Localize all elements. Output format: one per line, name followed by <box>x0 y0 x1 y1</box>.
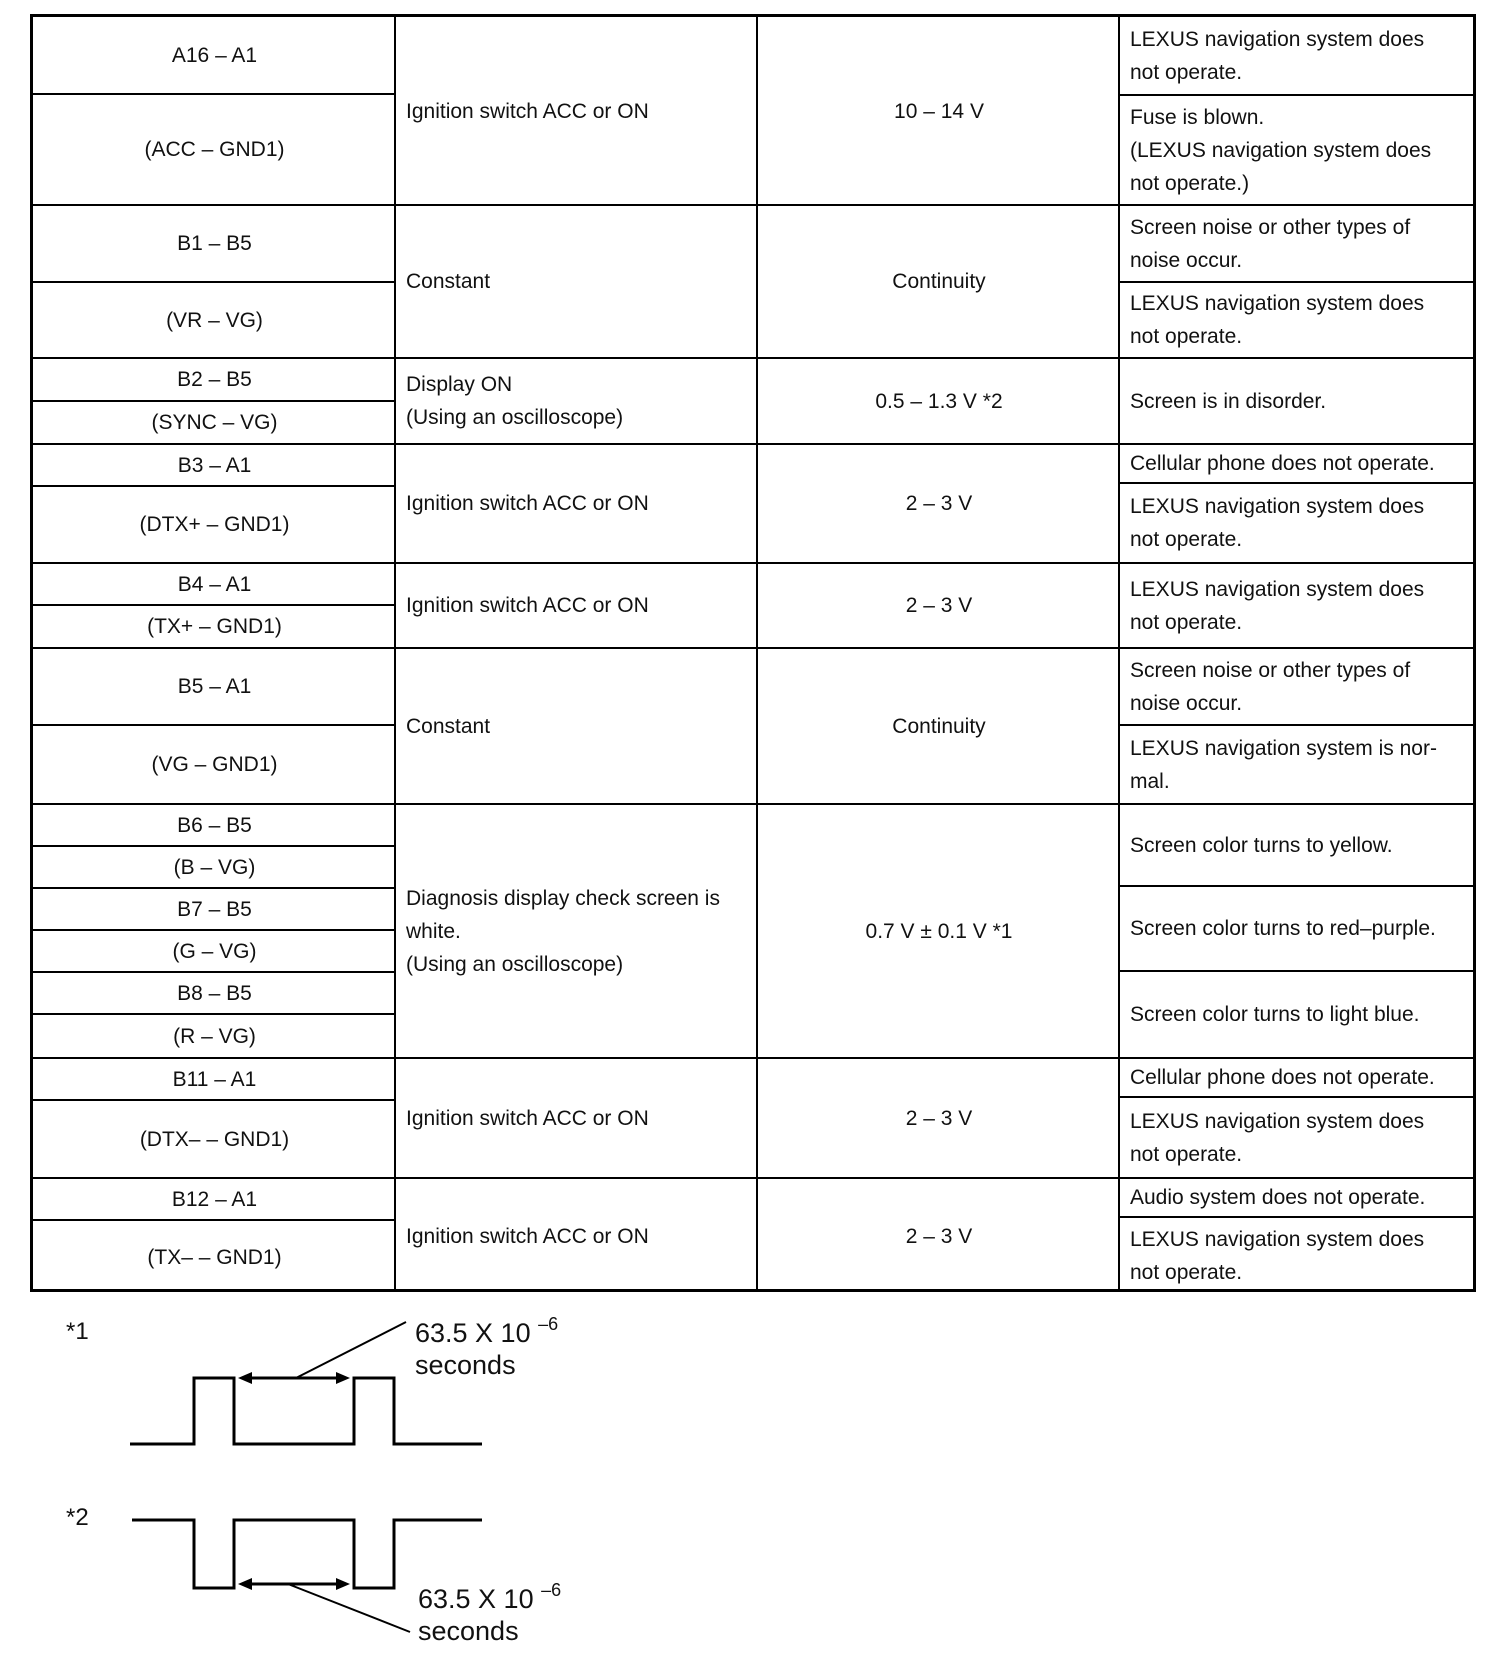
terminal-cell-text: B6 – B5 <box>177 813 252 837</box>
spec-cell-text: 0.7 V ± 0.1 V *1 <box>865 919 1013 943</box>
terminal-cell-text: (VR – VG) <box>166 308 263 332</box>
symptom-cell-text: Fuse is blown. (LEXUS navigation system does not operate.) <box>1130 105 1432 195</box>
spec-cell-text: 2 – 3 V <box>905 492 973 515</box>
footnote-1-value: 63.5 X 10 <box>415 1318 531 1348</box>
condition-cell-text: Diagnosis display check screen is white. (Using an oscilloscope) <box>406 886 720 976</box>
footnote-2-value: 63.5 X 10 <box>418 1584 534 1614</box>
terminal-cell-text: B12 – A1 <box>171 1187 258 1211</box>
symptom-cell-text: Screen color turns to light blue. <box>1130 1003 1420 1026</box>
spec-cell-text: 2 – 3 V <box>905 1225 973 1248</box>
symptom-cell-text: Screen is in disorder. <box>1130 389 1327 413</box>
condition-cell-text: Ignition switch ACC or ON <box>406 99 649 123</box>
waveform-1-signal <box>130 1378 482 1444</box>
terminal-cell-text: B7 – B5 <box>177 897 252 921</box>
terminal-cell-text: (TX+ – GND1) <box>147 615 282 638</box>
condition-cell-text: Constant <box>406 270 491 293</box>
spec-cell-text: 10 – 14 V <box>894 99 984 123</box>
waveform-2-leader-line <box>288 1584 410 1632</box>
condition-cell-text: Ignition switch ACC or ON <box>406 492 649 515</box>
terminal-cell-text: B11 – A1 <box>172 1067 257 1091</box>
footnote-1-unit: seconds <box>415 1350 516 1380</box>
symptom-cell-text: Screen noise or other types of noise occur. <box>1130 215 1411 272</box>
symptom-cell-text: LEXUS navigation system does not operate. <box>1130 1228 1425 1284</box>
symptom-cell-text: Cellular phone does not operate. <box>1130 1066 1435 1089</box>
symptom-cell-text: LEXUS navigation system does not operate. <box>1130 577 1425 634</box>
waveform-2-arrowhead-left <box>238 1578 252 1590</box>
footnote-1-label: *1 <box>66 1318 89 1345</box>
terminal-cell-text: (ACC – GND1) <box>144 138 285 161</box>
footnote-2-period <box>418 1574 561 1647</box>
spec-cell-text: 2 – 3 V <box>905 594 973 617</box>
terminal-cell-text: B8 – B5 <box>177 981 252 1005</box>
spec-cell-text: Continuity <box>892 714 986 738</box>
condition-cell-text: Ignition switch ACC or ON <box>406 1225 649 1248</box>
symptom-cell-text: Screen color turns to yellow. <box>1130 833 1393 857</box>
symptom-cell-text: Screen color turns to red–purple. <box>1130 917 1436 940</box>
symptom-cell-text: LEXUS navigation system is nor- mal. <box>1130 736 1437 793</box>
footnote-1-exponent: –6 <box>538 1314 559 1334</box>
waveform-1-arrowhead-left <box>238 1372 252 1384</box>
terminal-cell-text: A16 – A1 <box>171 44 258 67</box>
condition-cell-text: Ignition switch ACC or ON <box>406 1106 649 1130</box>
symptom-cell-text: LEXUS navigation system does not operate. <box>1130 495 1425 551</box>
footnote-2-label: *2 <box>66 1504 89 1531</box>
spec-cell-text: 2 – 3 V <box>905 1106 973 1130</box>
symptom-cell-text: Cellular phone does not operate. <box>1130 452 1435 475</box>
terminal-cell-text: (SYNC – VG) <box>151 411 278 434</box>
terminal-cell-text: (B – VG) <box>173 855 256 879</box>
terminal-cell-text: (VG – GND1) <box>151 753 278 776</box>
terminal-cell-text: B3 – A1 <box>177 453 252 477</box>
symptom-cell-text: LEXUS navigation system does not operate. <box>1130 28 1425 84</box>
spec-cell-text: Continuity <box>892 270 986 293</box>
symptom-cell-text: Audio system does not operate. <box>1130 1186 1426 1209</box>
footnote-2-unit: seconds <box>418 1616 519 1646</box>
terminal-cell-text: (R – VG) <box>173 1024 256 1048</box>
terminal-cell-text: (DTX+ – GND1) <box>139 513 290 536</box>
terminal-cell-text: B4 – A1 <box>177 572 252 596</box>
condition-cell-text: Ignition switch ACC or ON <box>406 594 649 617</box>
waveform-1-arrowhead-right <box>336 1372 350 1384</box>
symptom-cell-text: Screen noise or other types of noise occur. <box>1130 658 1411 715</box>
terminal-cell-text: (G – VG) <box>172 939 257 963</box>
spec-cell-text: 0.5 – 1.3 V *2 <box>875 389 1003 413</box>
terminal-cell-text: (DTX– – GND1) <box>139 1127 290 1151</box>
symptom-cell-text: LEXUS navigation system does not operate. <box>1130 1109 1425 1166</box>
condition-cell-text: Constant <box>406 714 491 738</box>
symptom-cell-text: LEXUS navigation system does not operate. <box>1130 292 1425 348</box>
terminal-cell-text: (TX– – GND1) <box>147 1246 282 1269</box>
terminal-cell-text: B5 – A1 <box>177 675 252 698</box>
waveform-2-arrowhead-right <box>336 1578 350 1590</box>
terminal-cell-text: B1 – B5 <box>177 232 252 255</box>
terminal-cell-text: B2 – B5 <box>177 368 252 391</box>
footnote-2-exponent: –6 <box>541 1580 562 1600</box>
waveform-1-leader-line <box>296 1322 406 1378</box>
condition-cell-text: Display ON (Using an oscilloscope) <box>406 373 624 429</box>
